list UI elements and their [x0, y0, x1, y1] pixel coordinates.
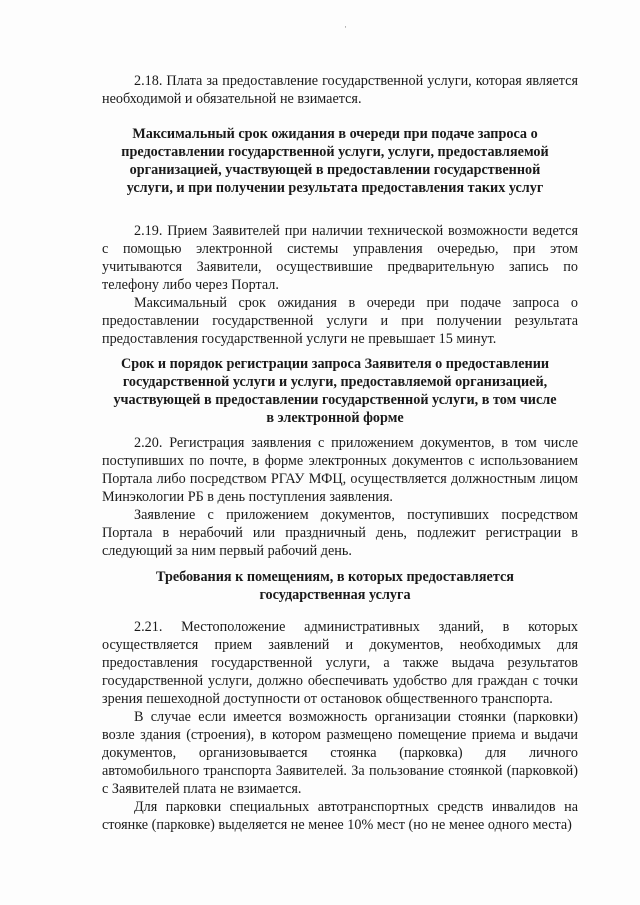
paragraph-disabled-parking: Для парковки специальных автотранспортных средств инвалидов на стоянке (парковке) выделяется не менее 10% мест (но не менее одного места)	[102, 799, 578, 833]
heading-queue-wait-time: Максимальный срок ожидания в очереди при подаче запроса о предоставлении государственной услуги, услуги, предоставляемой организацией, участвующей в предоставлении государственной услуги, и при получении результата предоставления таких услуг	[121, 126, 549, 196]
paragraph-2-19: 2.19. Прием Заявителей при наличии технической возможности ведется с помощью электронной системы управления очередью, при этом учитываются Заявители, осуществившие предварительную запись по телефону либо через Портал.	[102, 223, 578, 293]
scan-mark: ·	[344, 22, 347, 32]
paragraph-parking: В случае если имеется возможность организации стоянки (парковки) возле здания (строения), в котором размещено помещение приема и выдачи документов, организовывается стоянка (парковка) для личного автомобильного транспорта Заявителей. За пользование стоянкой (парковкой) с Заявителей плата не взимается.	[102, 709, 578, 797]
section-2-20	[102, 434, 578, 560]
paragraph-2-20: 2.20. Регистрация заявления с приложением документов, в том числе поступивших по почте, в форме электронных документов с использованием Портала либо посредством РГАУ МФЦ, осуществляется должностным лицом Минэкологии РБ в день поступления заявления.	[102, 435, 578, 505]
paragraph-holiday-registration: Заявление с приложением документов, поступивших посредством Портала в нерабочий или праздничный день, подлежит регистрации в следующий за ним первый рабочий день.	[102, 507, 578, 559]
section-2-19	[102, 222, 578, 348]
heading-premises-requirements: Требования к помещениям, в которых предоставляется государственная услуга	[156, 569, 514, 603]
section-2-18	[102, 72, 578, 108]
paragraph-2-21: 2.21. Местоположение административных зданий, в которых осуществляется прием заявлений и документов, необходимых для предоставления государственной услуги, а также выдача результатов государственной услуги, должно обеспечивать удобство для граждан с точки зрения пешеходной доступности от остановок общественного транспорта.	[102, 619, 578, 707]
paragraph-2-18: 2.18. Плата за предоставление государственной услуги, которая является необходимой и обязательной не взимается.	[102, 73, 578, 107]
heading-registration-order: Срок и порядок регистрации запроса Заявителя о предоставлении государственной услуги и услуги, предоставляемой организацией, участвующей в предоставлении государственной услуги, в том числе в электронной форме	[113, 356, 557, 426]
section-2-21	[102, 618, 578, 834]
paragraph-max-wait: Максимальный срок ожидания в очереди при подаче запроса о предоставлении государственной услуги и при получении результата предоставления государственной услуги не превышает 15 минут.	[102, 295, 578, 347]
